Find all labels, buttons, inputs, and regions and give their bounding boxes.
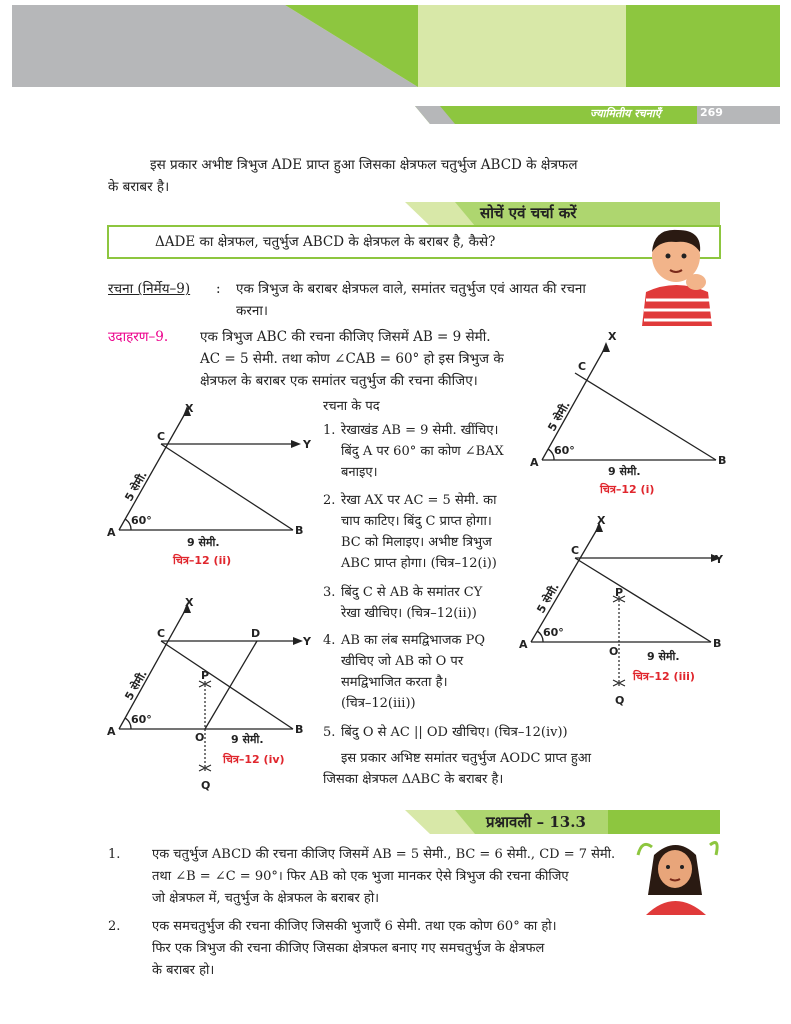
fig-iv-angle: 60° xyxy=(131,713,152,726)
fig-iv-label-q: Q xyxy=(201,779,211,792)
fig-ii-side-ab: 9 सेमी. xyxy=(187,536,220,549)
fig-iv-label-y: Y xyxy=(303,635,311,648)
fig-ii-label-c: C xyxy=(157,430,166,443)
fig-i-label-c: C xyxy=(578,360,587,373)
example-line-3: क्षेत्रफल के बराबर एक समांतर चतुर्भुज की रचना कीजिए। xyxy=(200,373,478,389)
fig-iii-label-y: Y xyxy=(715,553,723,566)
fig-ii-caption: चित्र–12 (ii) xyxy=(173,554,232,567)
step-3: 3. बिंदु C से AB के समांतर CY रेखा खीचिए। (चित्र–12(ii)) xyxy=(323,585,483,621)
fig-i-side-ab: 9 सेमी. xyxy=(608,465,641,478)
think-box-title: सोचें एवं चर्चा करें xyxy=(480,204,577,222)
fig-iv-label-p: P xyxy=(201,669,210,682)
q2-number: 2. xyxy=(108,919,121,934)
fig-iii-label-c: C xyxy=(571,544,580,557)
fig-ii-label-x: X xyxy=(185,402,194,415)
fig-iii-label-b: B xyxy=(713,637,722,650)
step-1: 1. रेखाखंड AB = 9 सेमी. खींचिए। बिंदु A पर 60° का कोण ∠BAX बनाइए। xyxy=(323,423,504,480)
fig-ii-side-ac: 5 सेमी. xyxy=(122,468,150,504)
figure-12-i xyxy=(520,330,730,505)
section-title: ज्यामितीय रचनाएँ xyxy=(590,107,661,120)
intro-line-1: इस प्रकार अभीष्ट त्रिभुज ADE प्राप्त हुआ जिसका क्षेत्रफल चतुर्भुज ABCD के क्षेत्रफल xyxy=(150,157,578,173)
fig-iii-side-ab: 9 सेमी. xyxy=(647,650,680,663)
example-label: उदाहरण–9. xyxy=(108,329,169,345)
figure-12-iv xyxy=(105,593,315,793)
fig-i-angle: 60° xyxy=(554,444,575,457)
fig-ii-label-a: A xyxy=(107,526,116,539)
fig-iii-angle: 60° xyxy=(543,626,564,639)
fig-iii-caption: चित्र–12 (iii) xyxy=(633,670,695,683)
conclusion-line-2: जिसका क्षेत्रफल ΔABC के बराबर है। xyxy=(323,772,504,787)
steps-heading: रचना के पद xyxy=(323,399,380,414)
intro-line-2: के बराबर है। xyxy=(108,179,170,195)
fig-i-label-a: A xyxy=(530,456,539,469)
header-bar xyxy=(0,100,791,130)
figure-12-ii xyxy=(105,398,315,573)
example-line-2: AC = 5 सेमी. तथा कोण ∠CAB = 60° हो इस त्रिभुज के xyxy=(200,351,504,367)
construction-line-1: एक त्रिभुज के बराबर क्षेत्रफल वाले, समांतर चतुर्भुज एवं आयत की रचना xyxy=(236,281,586,297)
fig-iv-label-o: O xyxy=(195,731,205,744)
figure-12-iii xyxy=(515,512,735,712)
construction-label: रचना (निर्मेय–9) xyxy=(108,281,191,297)
step-5: 5. बिंदु O से AC || OD खीचिए। (चित्र–12(iv)) xyxy=(323,725,568,740)
fig-iv-side-ab: 9 सेमी. xyxy=(231,733,264,746)
fig-iii-label-o: O xyxy=(609,645,619,658)
fig-iv-label-d: D xyxy=(251,627,261,640)
thinking-girl-illustration xyxy=(632,835,722,915)
fig-ii-label-y: Y xyxy=(303,438,311,451)
step-4: 4. AB का लंब समद्विभाजक PQ खीचिए जो AB को O पर समद्विभाजित करता है। (चित्र–12(iii)) xyxy=(323,633,486,711)
fig-iv-label-b: B xyxy=(295,723,304,736)
q1-line-1: एक चतुर्भुज ABCD की रचना कीजिए जिसमें AB = 5 सेमी., BC = 6 सेमी., CD = 7 सेमी. xyxy=(152,847,616,862)
fig-i-caption: चित्र–12 (i) xyxy=(600,483,655,496)
q2-line-2: फिर एक त्रिभुज की रचना कीजिए जिसका क्षेत्रफल बनाए गए समचतुर्भुज के क्षेत्रफल xyxy=(152,941,545,956)
fig-iv-label-x: X xyxy=(185,596,194,609)
fig-iii-label-a: A xyxy=(519,638,528,651)
fig-ii-label-b: B xyxy=(295,524,304,537)
fig-iv-side-ac: 5 सेमी. xyxy=(122,667,150,703)
fig-iv-label-c: C xyxy=(157,627,166,640)
think-box-question: ΔADE का क्षेत्रफल, चतुर्भुज ABCD के क्षेत्रफल के बराबर है, कैसे? xyxy=(155,234,496,250)
exercise-title: प्रश्नावली – 13.3 xyxy=(486,813,586,831)
fig-iii-label-p: P xyxy=(615,586,624,599)
construction-line-2: करना। xyxy=(236,303,268,319)
top-banner xyxy=(0,0,791,90)
fig-iv-label-a: A xyxy=(107,725,116,738)
thinking-boy-illustration xyxy=(632,222,716,326)
fig-iii-label-q: Q xyxy=(615,694,625,707)
fig-iv-caption: चित्र–12 (iv) xyxy=(223,753,285,766)
step-2: 2. रेखा AX पर AC = 5 सेमी. का चाप काटिए। बिंदु C प्राप्त होगा। BC को मिलाइए। अभीष्ट त्रिभुज ABC प्राप्त होगा। (चित्र–12(i)) xyxy=(323,493,497,571)
page-number: 269 xyxy=(700,106,723,119)
example-line-1: एक त्रिभुज ABC की रचना कीजिए जिसमें AB = 9 सेमी. xyxy=(200,329,491,345)
fig-i-label-x: X xyxy=(608,330,617,343)
fig-iii-label-x: X xyxy=(597,514,606,527)
fig-i-side-ac: 5 सेमी. xyxy=(545,398,573,434)
q1-number: 1. xyxy=(108,847,121,862)
q2-line-3: के बराबर हो। xyxy=(152,963,215,978)
q2-line-1: एक समचतुर्भुज की रचना कीजिए जिसकी भुजाएँ 6 सेमी. तथा एक कोण 60° का हो। xyxy=(152,919,557,934)
fig-iii-side-ac: 5 सेमी. xyxy=(534,580,562,616)
fig-i-label-b: B xyxy=(718,454,727,467)
q1-line-2: तथा ∠B = ∠C = 90°। फिर AB को एक भुजा मानकर ऐसे त्रिभुज की रचना कीजिए xyxy=(152,869,569,884)
conclusion-line-1: इस प्रकार अभिष्ट समांतर चतुर्भुज AODC प्राप्त हुआ xyxy=(341,751,592,766)
q1-line-3: जो क्षेत्रफल में, चतुर्भुज के क्षेत्रफल के बराबर हो। xyxy=(152,891,380,906)
construction-colon: : xyxy=(216,281,221,297)
fig-ii-angle: 60° xyxy=(131,514,152,527)
